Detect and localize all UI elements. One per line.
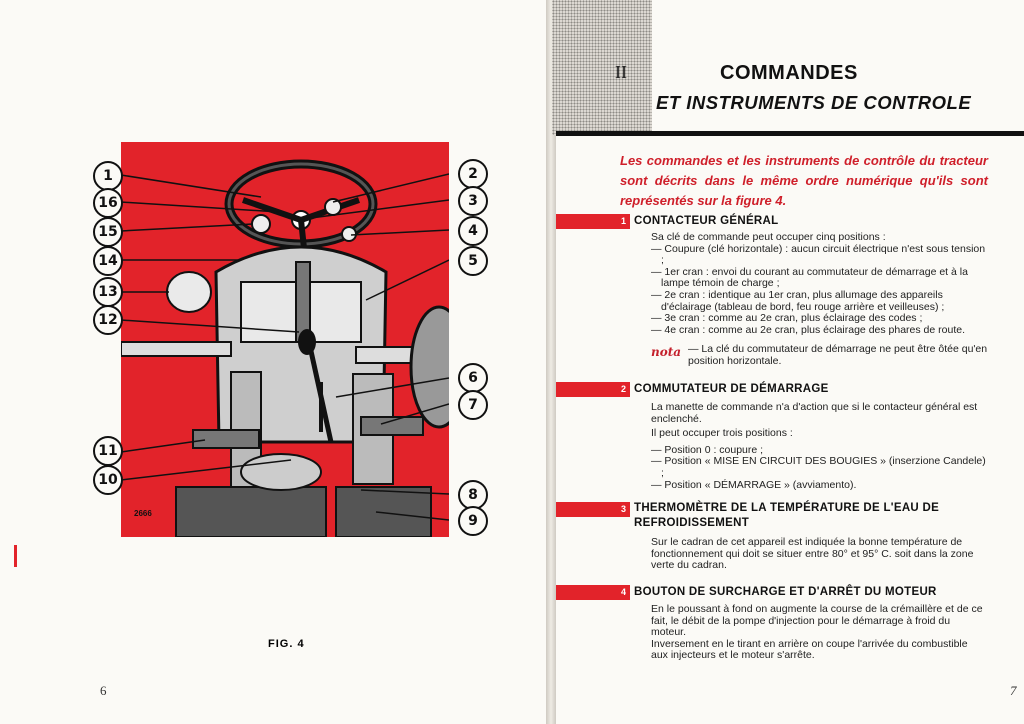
section-3-number: 3 bbox=[621, 504, 627, 514]
callout-15: 15 bbox=[93, 217, 123, 247]
chapter-title-line2: ET INSTRUMENTS DE CONTROLE bbox=[656, 92, 972, 113]
section-3-title-line2: REFROIDISSEMENT bbox=[634, 517, 750, 529]
section-1-item: — 2e cran : identique au 1er cran, plus allumage des appareils d'éclairage (tableau de bord, feu rouge arrière et veilleuses) ; bbox=[651, 288, 945, 313]
title-rule bbox=[556, 131, 1024, 136]
section-2-body bbox=[651, 402, 986, 491]
tractor-dashboard-figure bbox=[121, 142, 449, 537]
section-2-item: — Position « MISE EN CIRCUIT DES BOUGIES » (inserzione Candele) ; bbox=[651, 455, 986, 479]
section-2-bar bbox=[556, 382, 630, 397]
section-1-item: — Coupure (clé horizontale) : aucun circuit électrique n'est sous tension ; bbox=[651, 242, 986, 267]
section-1-bar bbox=[556, 214, 630, 229]
section-2-title: COMMUTATEUR DE DÉMARRAGE bbox=[634, 383, 829, 395]
section-2-lead: La manette de commande n'a d'action que si le contacteur général est enclenché. bbox=[651, 401, 978, 425]
callout-16: 16 bbox=[93, 188, 123, 218]
callout-1: 1 bbox=[93, 161, 123, 191]
chapter-title-line1: COMMANDES bbox=[720, 62, 858, 84]
callout-2: 2 bbox=[458, 159, 488, 189]
callout-12: 12 bbox=[93, 305, 123, 335]
figure-reference-number: 2666 bbox=[134, 509, 152, 518]
callout-14: 14 bbox=[93, 246, 123, 276]
section-2-item: — Position « DÉMARRAGE » (avviamento). bbox=[651, 478, 857, 491]
section-1-item: — 1er cran : envoi du courant au commutateur de démarrage et à la lampe témoin de charge ; bbox=[651, 265, 968, 290]
section-3-title bbox=[634, 502, 986, 529]
section-3-body: Sur le cadran de cet appareil est indiquée la bonne température de fonctionnement qui doit se situer entre 80° et 95° C. soit dans la zone verte du cadran. bbox=[651, 536, 974, 572]
section-2-number: 2 bbox=[621, 384, 627, 394]
callout-5: 5 bbox=[458, 246, 488, 276]
section-4-number: 4 bbox=[621, 587, 627, 597]
section-1-item: — 3e cran : comme au 2e cran, plus éclairage des codes ; bbox=[651, 312, 923, 325]
section-1-lead: Sa clé de commande peut occuper cinq positions : bbox=[651, 231, 886, 243]
callout-6: 6 bbox=[458, 363, 488, 393]
figure-caption: FIG. 4 bbox=[268, 638, 305, 650]
section-1-title: CONTACTEUR GÉNÉRAL bbox=[634, 215, 779, 227]
section-3-title-line1: THERMOMÈTRE DE LA TEMPÉRATURE DE L'EAU DE bbox=[634, 502, 940, 514]
page-number-right: 7 bbox=[1010, 683, 1017, 698]
section-2-item: — Position 0 : coupure ; bbox=[651, 443, 764, 456]
tractor-illustration bbox=[121, 142, 449, 537]
section-4-text: En le poussant à fond on augmente la course de la crémaillère et de ce fait, le débit de la pompe d'injection pour le démarrage à froid du moteur. bbox=[651, 603, 983, 639]
callout-9: 9 bbox=[458, 506, 488, 536]
callout-3: 3 bbox=[458, 186, 488, 216]
nota-label: nota bbox=[651, 345, 682, 359]
halftone-strip bbox=[552, 0, 652, 135]
intro-paragraph: Les commandes et les instruments de contrôle du tracteur sont décrits dans le même ordre numérique qu'ils sont représentés sur la figure 4. bbox=[620, 153, 988, 208]
section-1-body bbox=[651, 232, 986, 336]
margin-mark bbox=[14, 545, 17, 567]
callout-11: 11 bbox=[93, 436, 123, 466]
section-1-item: — 4e cran : comme au 2e cran, plus éclairage des phares de route. bbox=[651, 323, 966, 336]
section-2-lead2: Il peut occuper trois positions : bbox=[651, 427, 793, 440]
callout-7: 7 bbox=[458, 390, 488, 420]
section-4-body bbox=[651, 604, 986, 662]
nota-text: — La clé du commutateur de démarrage ne peut être ôtée qu'en position horizontale. bbox=[688, 343, 988, 367]
callout-10: 10 bbox=[93, 465, 123, 495]
page-number-left: 6 bbox=[100, 683, 107, 698]
section-4-title: BOUTON DE SURCHARGE ET D'ARRÊT DU MOTEUR bbox=[634, 586, 937, 598]
section-3-bar bbox=[556, 502, 630, 517]
callout-13: 13 bbox=[93, 277, 123, 307]
section-1-number: 1 bbox=[621, 216, 627, 226]
section-4-bar bbox=[556, 585, 630, 600]
section-4-text2: Inversement en le tirant en arrière on coupe l'arrivée du combustible aux injecteurs et le moteur s'arrête. bbox=[651, 637, 968, 662]
callout-8: 8 bbox=[458, 480, 488, 510]
chapter-number: II bbox=[615, 62, 627, 82]
callout-4: 4 bbox=[458, 216, 488, 246]
